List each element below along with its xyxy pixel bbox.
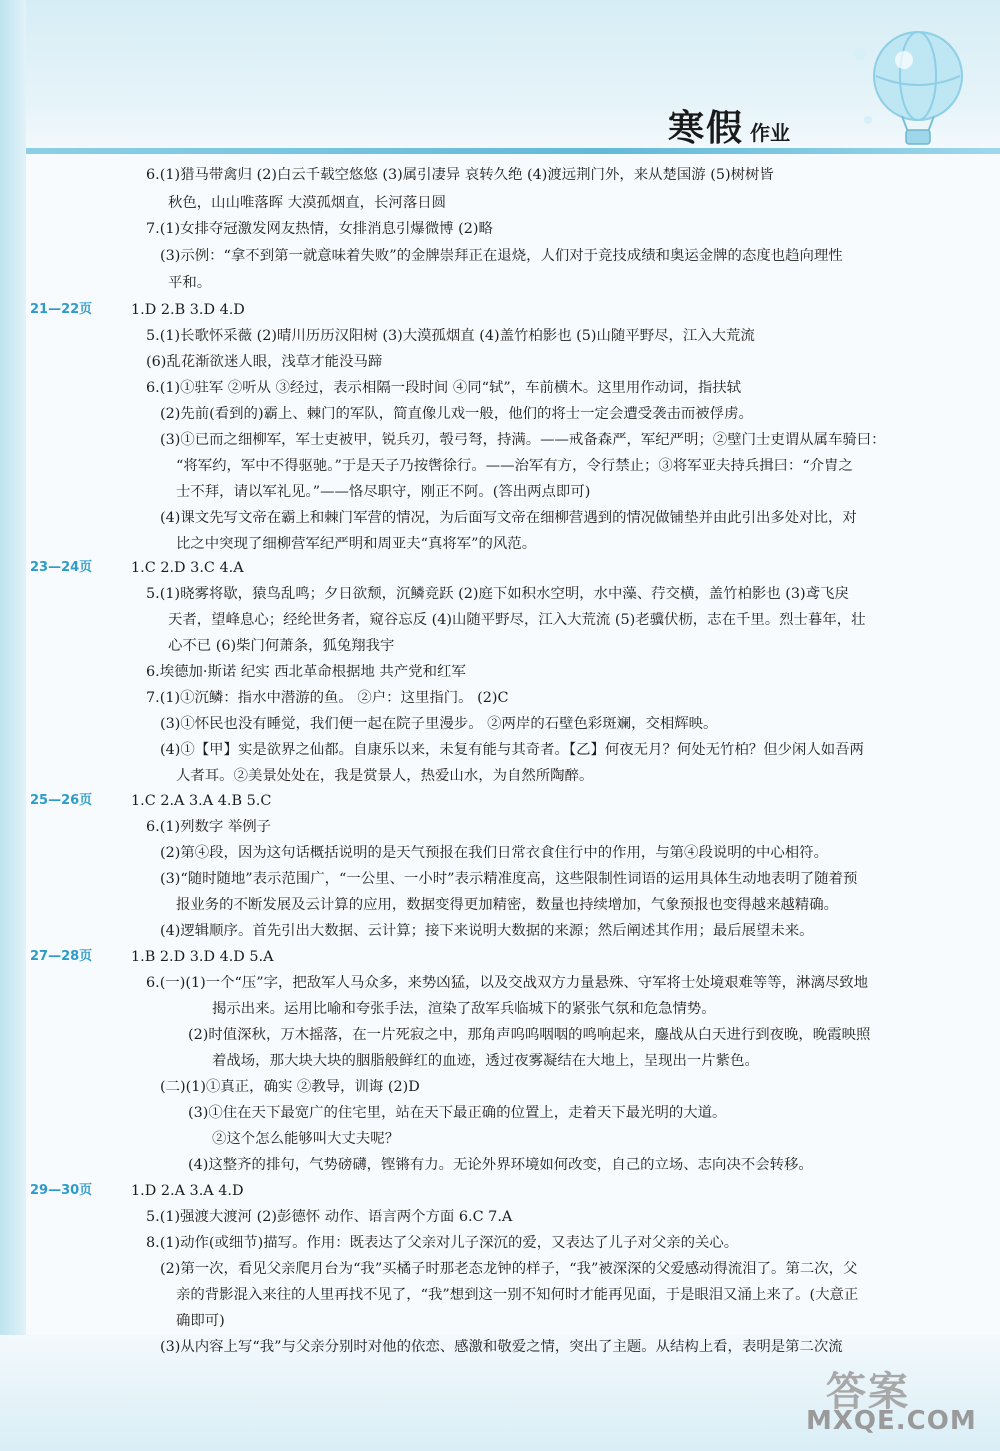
brand-logo bbox=[668, 100, 791, 149]
brand-sub: 作业 bbox=[750, 121, 791, 145]
watermark-site: MXQE.COM bbox=[806, 1406, 977, 1436]
answer-line: 揭示出来。运用比喻和夸张手法，渲染了敌军兵临城下的紧张气氛和危急情势。 bbox=[212, 1001, 716, 1017]
answer-line: 7.(1)①沉鳞：指水中潜游的鱼。 ②户：这里指门。 (2)C bbox=[146, 690, 509, 706]
answer-line: 平和。 bbox=[168, 275, 212, 291]
page-range-label: 21—22页 bbox=[30, 302, 93, 317]
answer-line: 8.(1)动作(或细节)描写。作用：既表达了父亲对儿子深沉的爱，又表达了儿子对父亲的关心。 bbox=[146, 1235, 739, 1251]
answer-line: 秋色，山山唯落晖 大漠孤烟直，长河落日圆 bbox=[168, 195, 446, 211]
answer-line: (3)①已而之细柳军，军士吏被甲，锐兵刃，彀弓弩，持满。——戒备森严，军纪严明；②壁门士吏谓从属车骑曰： bbox=[160, 432, 886, 448]
answer-line: 确即可) bbox=[176, 1313, 225, 1329]
answer-line: 5.(1)晓雾将歇，猿鸟乱鸣；夕日欲颓，沉鳞竞跃 (2)庭下如积水空明，水中藻、荇交横，盖竹柏影也 (3)鸢飞戾 bbox=[146, 586, 849, 602]
answer-line: 比之中突现了细柳营军纪严明和周亚夫“真将军”的风范。 bbox=[176, 536, 537, 552]
watermark bbox=[806, 1360, 976, 1440]
answer-line: 报业务的不断发展及云计算的应用，数据变得更加精密，数量也持续增加，气象预报也变得越来越精确。 bbox=[176, 897, 838, 913]
answer-line: 亲的背影混入来往的人里再找不见了，“我”想到这一别不知何时才能再见面，于是眼泪又涌上来了。(大意正 bbox=[176, 1287, 859, 1303]
answer-line: 5.(1)强渡大渡河 (2)彭德怀 动作、语言两个方面 6.C 7.A bbox=[146, 1209, 513, 1225]
watermark-logo: 答案 bbox=[826, 1369, 910, 1415]
answer-line: 5.(1)长歌怀采薇 (2)晴川历历汉阳树 (3)大漠孤烟直 (4)盖竹柏影也 (5)山随平野尽，江入大荒流 bbox=[146, 328, 755, 344]
page-range-label: 25—26页 bbox=[30, 793, 93, 808]
answer-line: (3)“随时随地”表示范围广，“一公里、一小时”表示精准度高，这些限制性词语的运用具体生动地表明了随着预 bbox=[160, 871, 858, 887]
answer-line: 6.埃德加·斯诺 纪实 西北革命根据地 共产党和红军 bbox=[146, 664, 466, 680]
answer-line: (3)从内容上写“我”与父亲分别时对他的依恋、感激和敬爱之情，突出了主题。从结构上看，表明是第二次流 bbox=[160, 1339, 843, 1355]
answer-line: 人者耳。②美景处处在，我是赏景人，热爱山水，为自然所陶醉。 bbox=[176, 768, 594, 784]
answer-line: (2)时值深秋，万木摇落，在一片死寂之中，那角声呜呜咽咽的鸣响起来，鏖战从白天进行到夜晚，晚霞映照 bbox=[188, 1027, 871, 1043]
answer-line: (2)第④段，因为这句话概括说明的是天气预报在我们日常衣食住行中的作用，与第④段说明的中心相符。 bbox=[160, 845, 828, 861]
answer-line: 6.(1)列数字 举例子 bbox=[146, 819, 272, 835]
answer-line: (3)①怀民也没有睡觉，我们便一起在院子里漫步。 ②两岸的石壁色彩斑斓，交相辉映。 bbox=[160, 716, 718, 732]
answer-line: 心不已 (6)柴门何萧条，狐兔翔我宇 bbox=[168, 638, 395, 654]
answer-line: (2)第一次，看见父亲爬月台为“我”买橘子时那老态龙钟的样子，“我”被深深的父爱感动得流泪了。第二次，父 bbox=[160, 1261, 858, 1277]
answer-line: 天者，望峰息心；经纶世务者，窥谷忘反 (4)山随平野尽，江入大荒流 (5)老骥伏枥，志在千里。烈士暮年，壮 bbox=[168, 612, 866, 628]
answer-line: 士不拜，请以军礼见。”——恪尽职守，刚正不阿。(答出两点即可) bbox=[176, 484, 591, 500]
answer-line: (二)(1)①真正，确实 ②教导，训诲 (2)D bbox=[160, 1079, 420, 1095]
answer-line: 1.C 2.A 3.A 4.B 5.C bbox=[131, 793, 272, 809]
answer-line: (4)课文先写文帝在霸上和棘门军营的情况，为后面写文帝在细柳营遇到的情况做铺垫并由此引出多处对比，对 bbox=[160, 510, 857, 526]
answer-line: ②这个怎么能够叫大丈夫呢？ bbox=[212, 1131, 400, 1147]
hot-air-balloon-icon bbox=[846, 24, 976, 150]
answer-line: 6.(一)(1)一个“压”字，把敌军人马众多，来势凶猛，以及交战双方力量悬殊、守军将士处境艰难等等，淋漓尽致地 bbox=[146, 975, 869, 991]
answer-line: 1.B 2.D 3.D 4.D 5.A bbox=[131, 949, 274, 965]
answer-line: “将军约，军中不得驱驰。”于是天子乃按辔徐行。——治军有方，令行禁止；③将军亚夫持兵揖曰：“介胄之 bbox=[176, 458, 853, 474]
answer-line: 1.D 2.A 3.A 4.D bbox=[131, 1183, 244, 1199]
brand-main: 寒假 bbox=[668, 108, 745, 149]
answer-line: (2)先前(看到的)霸上、棘门的军队，简直像儿戏一般，他们的将士一定会遭受袭击而被俘虏。 bbox=[160, 406, 753, 422]
page-range-label: 29—30页 bbox=[30, 1183, 93, 1198]
answer-line: 着战场，那大块大块的胭脂般鲜红的血迹，透过夜雾凝结在大地上，呈现出一片紫色。 bbox=[212, 1053, 759, 1069]
answer-line: 6.(1)①驻军 ②听从 ③经过，表示相隔一段时间 ④同“轼”，车前横木。这里用作动词，指扶轼 bbox=[146, 380, 742, 396]
answer-line: 6.(1)猎马带禽归 (2)白云千载空悠悠 (3)属引凄异 哀转久绝 (4)渡远荆门外，来从楚国游 (5)树树皆 bbox=[146, 167, 774, 183]
answer-line: (3)示例：“拿不到第一就意味着失败”的金牌崇拜正在退烧，人们对于竞技成绩和奥运金牌的态度也趋向理性 bbox=[160, 248, 843, 264]
answer-line: (6)乱花渐欲迷人眼，浅草才能没马蹄 bbox=[146, 354, 383, 370]
answer-line: (4)这整齐的排句，气势磅礴，铿锵有力。无论外界环境如何改变，自己的立场、志向决不会转移。 bbox=[188, 1157, 813, 1173]
answer-line: (4)①【甲】实是欲界之仙都。自康乐以来，未复有能与其奇者。【乙】何夜无月？何处无竹柏？但少闲人如吾两 bbox=[160, 742, 864, 758]
answer-line: 7.(1)女排夺冠激发网友热情，女排消息引爆微博 (2)略 bbox=[146, 221, 493, 237]
answer-line: (3)①住在天下最宽广的住宅里，站在天下最正确的位置上，走着天下最光明的大道。 bbox=[188, 1105, 727, 1121]
left-margin-strip bbox=[0, 0, 26, 1451]
answer-line: (4)逻辑顺序。首先引出大数据、云计算；接下来说明大数据的来源；然后阐述其作用；最后展望未来。 bbox=[160, 923, 814, 939]
answer-line: 1.C 2.D 3.C 4.A bbox=[131, 560, 244, 576]
page-range-label: 23—24页 bbox=[30, 560, 93, 575]
answer-line: 1.D 2.B 3.D 4.D bbox=[131, 302, 245, 318]
page-range-label: 27—28页 bbox=[30, 949, 93, 964]
